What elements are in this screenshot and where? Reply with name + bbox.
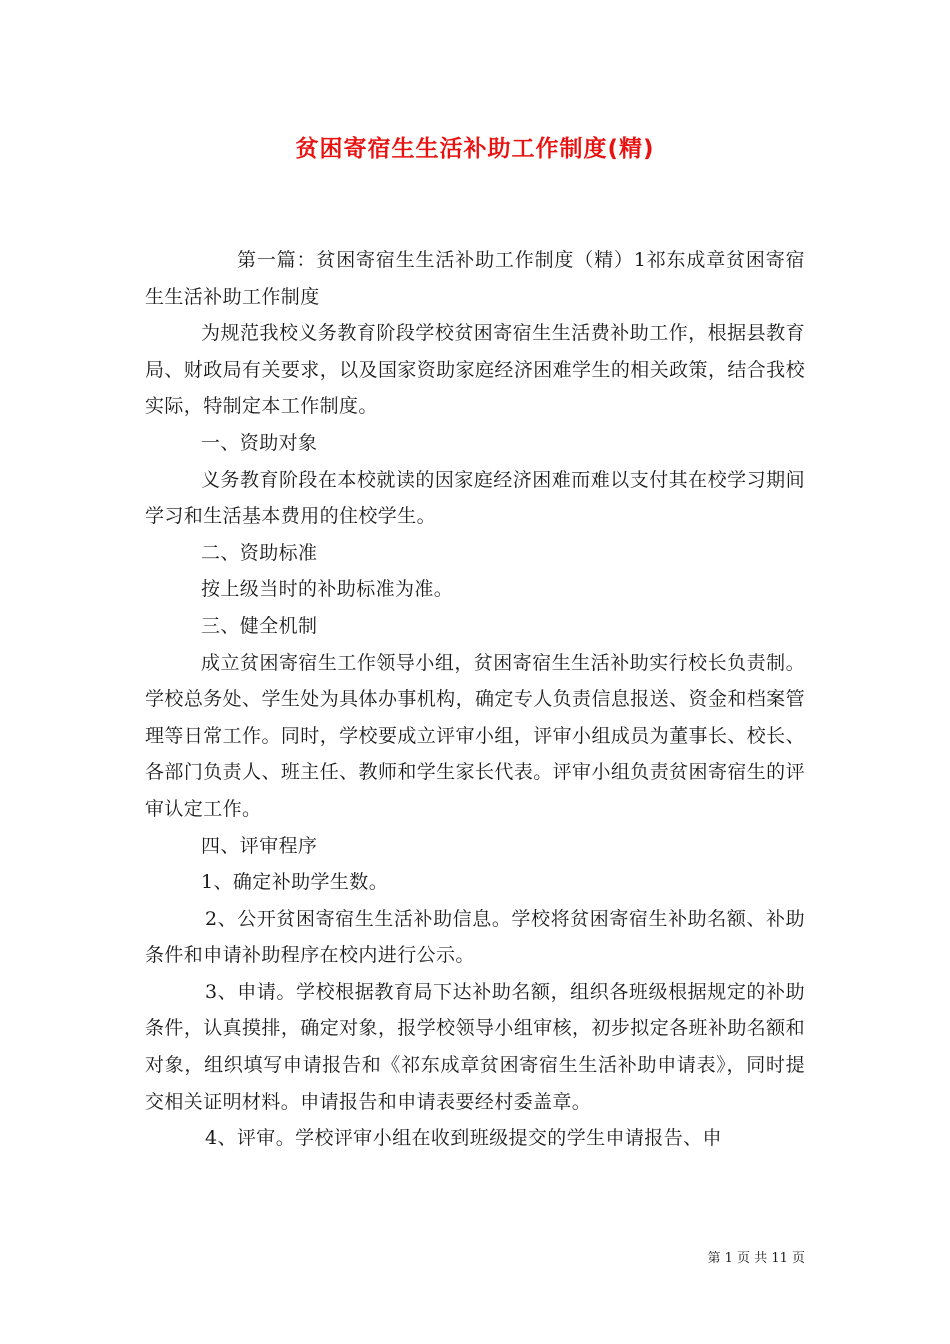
list-item-1: 1、确定补助学生数。 bbox=[201, 871, 389, 894]
section-heading-2: 二、资助标准 bbox=[201, 541, 318, 564]
section-heading-4: 四、评审程序 bbox=[201, 834, 318, 857]
paragraph-purpose: 为规范我校义务教育阶段学校贫困寄宿生生活费补助工作，根据县教育局、财政局有关要求，以及国家资助家庭经济困难学生的相关政策，结合我校实际，特制定本工作制度。 bbox=[145, 322, 805, 418]
page-footer: 第 1 页 共 11 页 bbox=[707, 1251, 805, 1266]
document-title: 贫困寄宿生生活补助工作制度(精) bbox=[295, 136, 655, 162]
list-item-3: 3、申请。学校根据教育局下达补助名额，组织各班级根据规定的补助条件，认真摸排，确定对象，报学校领导小组审核，初步拟定各班补助名额和对象，组织填写申请报告和《祁东成章贫困寄宿生生活补助申请表》，同时提交相关证明材料。申请报告和申请表要经村委盖章。 bbox=[145, 980, 805, 1113]
list-item-4: 4、评审。学校评审小组在收到班级提交的学生申请报告、申 bbox=[205, 1127, 722, 1150]
paragraph-section-3: 成立贫困寄宿生工作领导小组，贫困寄宿生生活补助实行校长负责制。学校总务处、学生处为具体办事机构，确定专人负责信息报送、资金和档案管理等日常工作。同时，学校要成立评审小组，评审小组成员为董事长、校长、各部门负责人、班主任、教师和学生家长代表。评审小组负责贫困寄宿生的评审认定工作。 bbox=[145, 651, 805, 820]
document-body bbox=[145, 242, 805, 1157]
paragraph-section-1: 义务教育阶段在本校就读的因家庭经济困难而难以支付其在校学习期间学习和生活基本费用的住校学生。 bbox=[145, 468, 805, 528]
section-heading-3: 三、健全机制 bbox=[201, 614, 318, 637]
section-heading-1: 一、资助对象 bbox=[201, 431, 318, 454]
list-item-2: 2、公开贫困寄宿生生活补助信息。学校将贫困寄宿生补助名额、补助条件和申请补助程序在校内进行公示。 bbox=[145, 907, 805, 967]
paragraph-intro: 第一篇：贫困寄宿生生活补助工作制度（精）1祁东成章贫困寄宿生生活补助工作制度 bbox=[145, 249, 805, 308]
paragraph-section-2: 按上级当时的补助标准为准。 bbox=[201, 578, 454, 601]
